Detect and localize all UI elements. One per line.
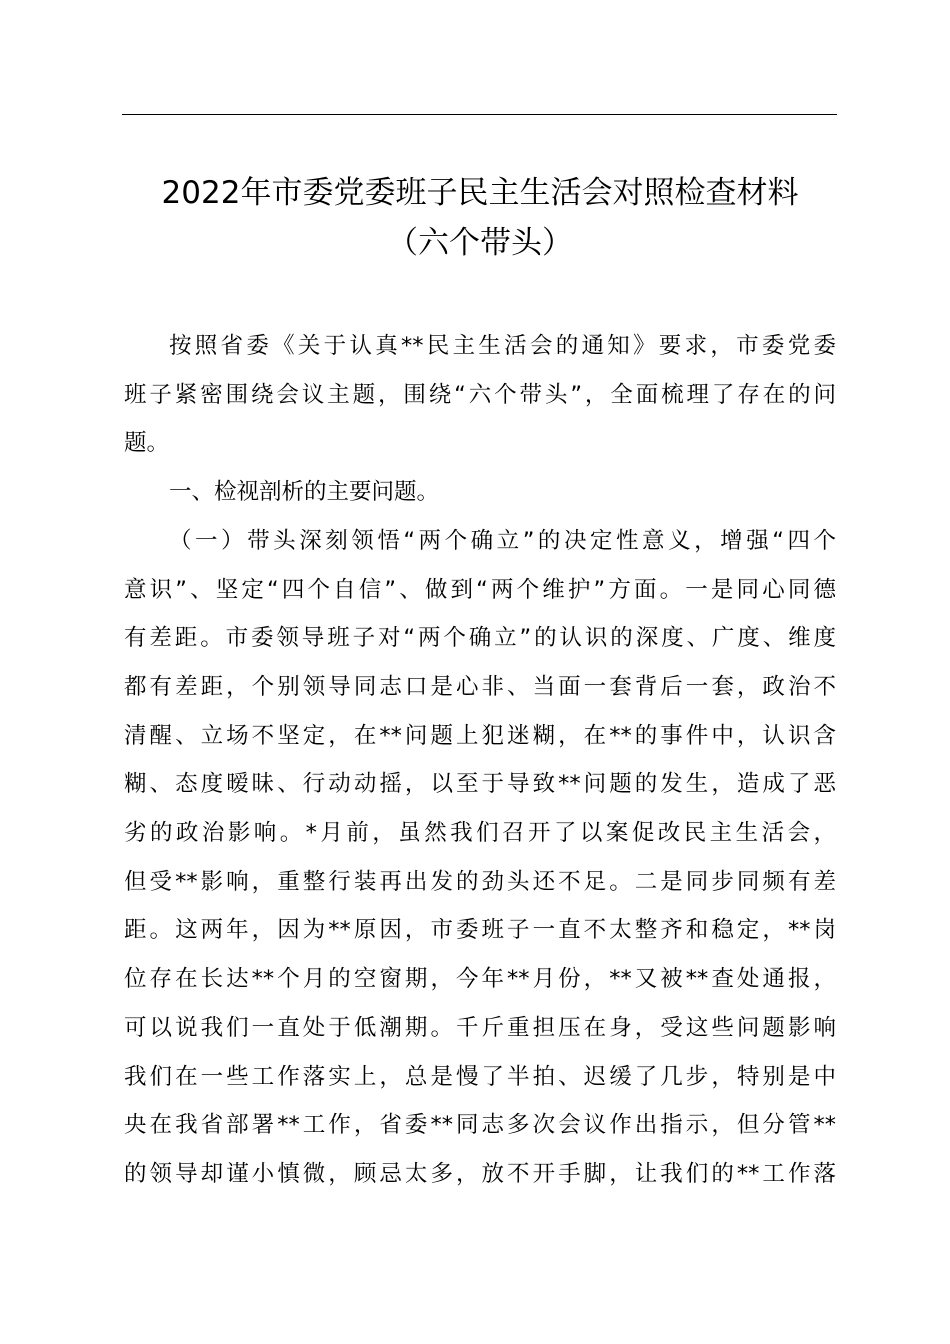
text-line: 都有差距，个别领导同志口是心非、当面一套背后一套，政治不 <box>124 673 836 700</box>
text-line: 意识”、坚定“四个自信”、做到“两个维护”方面。一是同心同德 <box>124 576 836 603</box>
text-line: 劣的政治影响。*月前，虽然我们召开了以案促改民主生活会， <box>124 820 836 847</box>
intro-paragraph <box>124 322 836 468</box>
text-line: 但受**影响，重整行装再出发的劲头还不足。二是同步同频有差 <box>124 868 836 895</box>
title-line-subtitle: （六个带头） <box>387 225 573 261</box>
text-line: 有差距。市委领导班子对“两个确立”的认识的深度、广度、维度 <box>124 625 836 652</box>
text-line: 题。 <box>124 430 170 457</box>
text-line: 可以说我们一直处于低潮期。千斤重担压在身，受这些问题影响 <box>124 1014 836 1041</box>
document-title <box>110 168 850 268</box>
title-line-main: 2022年市委党委班子民主生活会对照检查材料 <box>161 175 799 211</box>
section1-paragraph <box>124 517 836 1199</box>
text-line: （一）带头深刻领悟“两个确立”的决定性意义，增强“四个 <box>169 527 836 554</box>
section-heading: 一、检视剖析的主要问题。 <box>169 479 440 506</box>
text-line: 糊、态度暧昧、行动动摇，以至于导致**问题的发生，造成了恶 <box>124 771 836 798</box>
text-line: 我们在一些工作落实上，总是慢了半拍、迟缓了几步，特别是中 <box>124 1063 836 1090</box>
header-rule <box>122 114 837 115</box>
document-body <box>124 322 836 1199</box>
text-line: 清醒、立场不坚定，在**问题上犯迷糊，在**的事件中，认识含 <box>124 722 836 749</box>
text-line: 距。这两年，因为**原因，市委班子一直不太整齐和稳定，**岗 <box>124 917 836 944</box>
text-line: 按照省委《关于认真**民主生活会的通知》要求，市委党委 <box>169 333 836 359</box>
text-line: 的领导却谨小慎微，顾忌太多，放不开手脚，让我们的**工作落 <box>124 1160 836 1187</box>
text-line: 央在我省部署**工作，省委**同志多次会议作出指示，但分管** <box>124 1112 836 1139</box>
text-line: 位存在长达**个月的空窗期，今年**月份，**又被**查处通报， <box>124 966 836 993</box>
text-line: 班子紧密围绕会议主题，围绕“六个带头”，全面梳理了存在的问 <box>124 381 836 408</box>
